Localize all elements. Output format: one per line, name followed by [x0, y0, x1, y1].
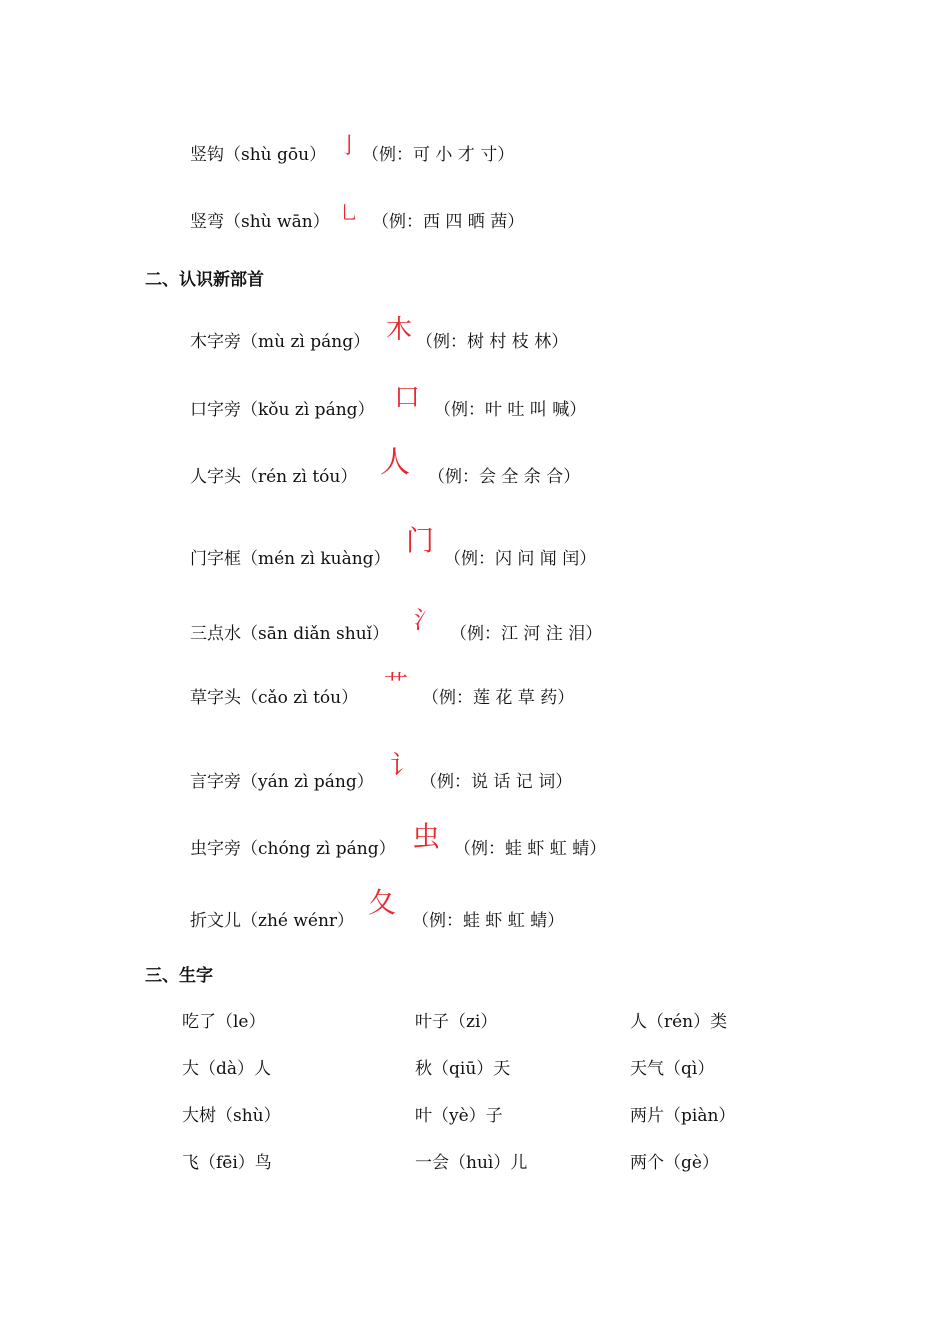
radical-examples: （例：叶 吐 叫 喊）	[434, 400, 587, 420]
radical-examples: （例：江 河 注 泪）	[450, 624, 603, 644]
word-item: 人（rén）类	[630, 1012, 728, 1032]
radical-name: 言字旁（yán zì páng）	[190, 772, 374, 792]
radical-row	[190, 820, 607, 861]
stroke-row	[190, 134, 515, 167]
word-item: 叶（yè）子	[415, 1106, 503, 1126]
radical-row	[190, 524, 597, 571]
radical-row	[190, 383, 587, 422]
radical-glyph: 人	[380, 445, 410, 480]
stroke-row	[190, 203, 525, 234]
radical-row	[190, 445, 581, 489]
radical-examples: （例：会 全 余 合）	[428, 467, 581, 487]
radical-examples: （例：蛙 虾 虹 蜻）	[454, 839, 607, 859]
radical-row	[190, 886, 565, 933]
stroke-examples: （例：可 小 才 寸）	[362, 145, 515, 165]
radical-glyph: 夂	[368, 886, 397, 919]
radical-name: 虫字旁（chóng zì páng）	[190, 839, 396, 859]
radical-name: 三点水（sān diǎn shuǐ）	[190, 624, 390, 644]
word-item: 吃了（le）	[182, 1012, 266, 1032]
radical-name: 草字头（cǎo zì tóu）	[190, 688, 359, 708]
word-item: 秋（qiū）天	[415, 1059, 511, 1079]
radical-glyph: 口	[394, 383, 421, 413]
radical-examples: （例：蛙 虾 虹 蜻）	[412, 911, 565, 931]
radical-examples: （例：莲 花 草 药）	[422, 688, 575, 708]
stroke-name: 竖钩（shù gōu）	[190, 145, 327, 165]
radical-row	[190, 751, 573, 794]
stroke-name: 竖弯（shù wān）	[190, 212, 330, 232]
word-item: 两个（gè）	[630, 1153, 719, 1173]
radical-glyph: 木	[386, 315, 413, 345]
stroke-glyph: 亅	[338, 134, 361, 159]
radical-examples: （例：闪 问 闻 闰）	[444, 549, 597, 569]
section-heading: 三、生字	[145, 966, 213, 986]
word-item: 天气（qì）	[630, 1059, 715, 1079]
radical-name: 折文儿（zhé wénr）	[190, 911, 355, 931]
word-item: 飞（fēi）鸟	[182, 1153, 272, 1173]
radical-name: 口字旁（kǒu zì páng）	[190, 400, 375, 420]
word-item: 一会（huì）儿	[415, 1153, 528, 1173]
radical-glyph: 艹	[384, 670, 408, 698]
stroke-examples: （例：西 四 晒 茜）	[372, 212, 525, 232]
word-item: 两片（piàn）	[630, 1106, 736, 1126]
section-heading: 二、认识新部首	[145, 270, 264, 290]
word-item: 大（dà）人	[182, 1059, 272, 1079]
word-item: 叶子（zi）	[415, 1012, 498, 1032]
radical-glyph: 门	[406, 524, 435, 557]
radical-name: 门字框（mén zì kuàng）	[190, 549, 391, 569]
word-item: 大树（shù）	[182, 1106, 281, 1126]
radical-row	[190, 670, 575, 710]
radical-examples: （例：树 村 枝 林）	[416, 332, 569, 352]
radical-name: 木字旁（mù zì páng）	[190, 332, 371, 352]
radical-row	[190, 315, 569, 354]
radical-glyph: 虫	[412, 820, 441, 853]
radical-glyph: 讠	[390, 751, 417, 781]
radical-name: 人字头（rén zì tóu）	[190, 467, 358, 487]
radical-row	[190, 606, 603, 646]
stroke-glyph: 乚	[340, 203, 358, 224]
radical-glyph: 氵	[414, 606, 438, 634]
radical-examples: （例：说 话 记 词）	[420, 772, 573, 792]
